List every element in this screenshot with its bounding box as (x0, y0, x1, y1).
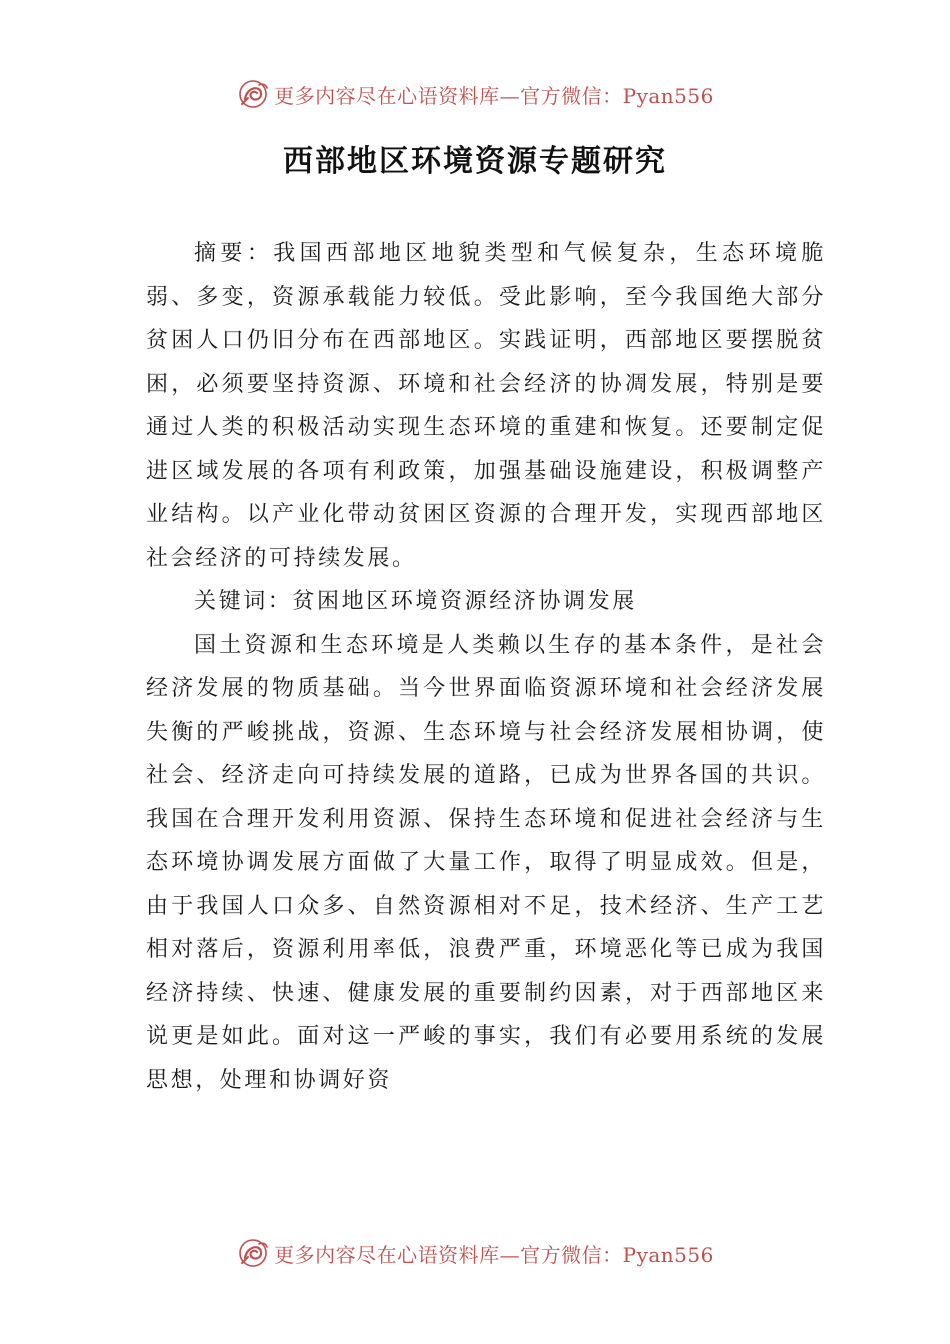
watermark-text: 更多内容尽在心语资料库—官方微信：Pyan556 (274, 83, 714, 108)
keywords-paragraph: 关键词：贫困地区环境资源经济协调发展 (194, 589, 637, 614)
swirl-logo-icon (236, 77, 270, 111)
abstract-paragraph: 摘要：我国西部地区地貌类型和气候复杂，生态环境脆弱、多变，资源承载能力较低。受此影响，至今我国绝大部分贫困人口仍旧分布在西部地区。实践证明，西部地区要摆脱贫困，必须要坚持资源、环境和社会经济的协凋发展，特别是要通过人类的积极活动实现生态环境的重建和恢复。还要制定促进区域发展的各项有利政策，加强基础设施建设，积极调整产业结构。以产业化带动贫困区资源的合理开发，实现西部地区社会经济的可持续发展。 (146, 241, 826, 571)
swirl-logo-icon (236, 1236, 270, 1270)
header-watermark (0, 74, 950, 114)
document-title: 西部地区环境资源专题研究 (283, 144, 667, 179)
footer-watermark (0, 1233, 950, 1273)
document-body (146, 232, 826, 1102)
watermark-text: 更多内容尽在心语资料库—官方微信：Pyan556 (274, 1242, 714, 1267)
body-paragraph: 国土资源和生态环境是人类赖以生存的基本条件，是社会经济发展的物质基础。当今世界面临资源环境和社会经济发展失衡的严峻挑战，资源、生态环境与社会经济发展相协调，使社会、经济走向可持续发展的道路，已成为世界各国的共识。我国在合理开发利用资源、保持生态环境和促进社会经济与生态环境协调发展方面做了大量工作，取得了明显成效。但是，由于我国人口众多、自然资源相对不足，技术经济、生产工艺相对落后，资源利用率低，浪费严重，环境恶化等已成为我国经济持续、快速、健康发展的重要制约因素，对于西部地区来说更是如此。面对这一严峻的事实，我们有必要用系统的发展思想，处理和协调好资 (146, 632, 826, 1093)
